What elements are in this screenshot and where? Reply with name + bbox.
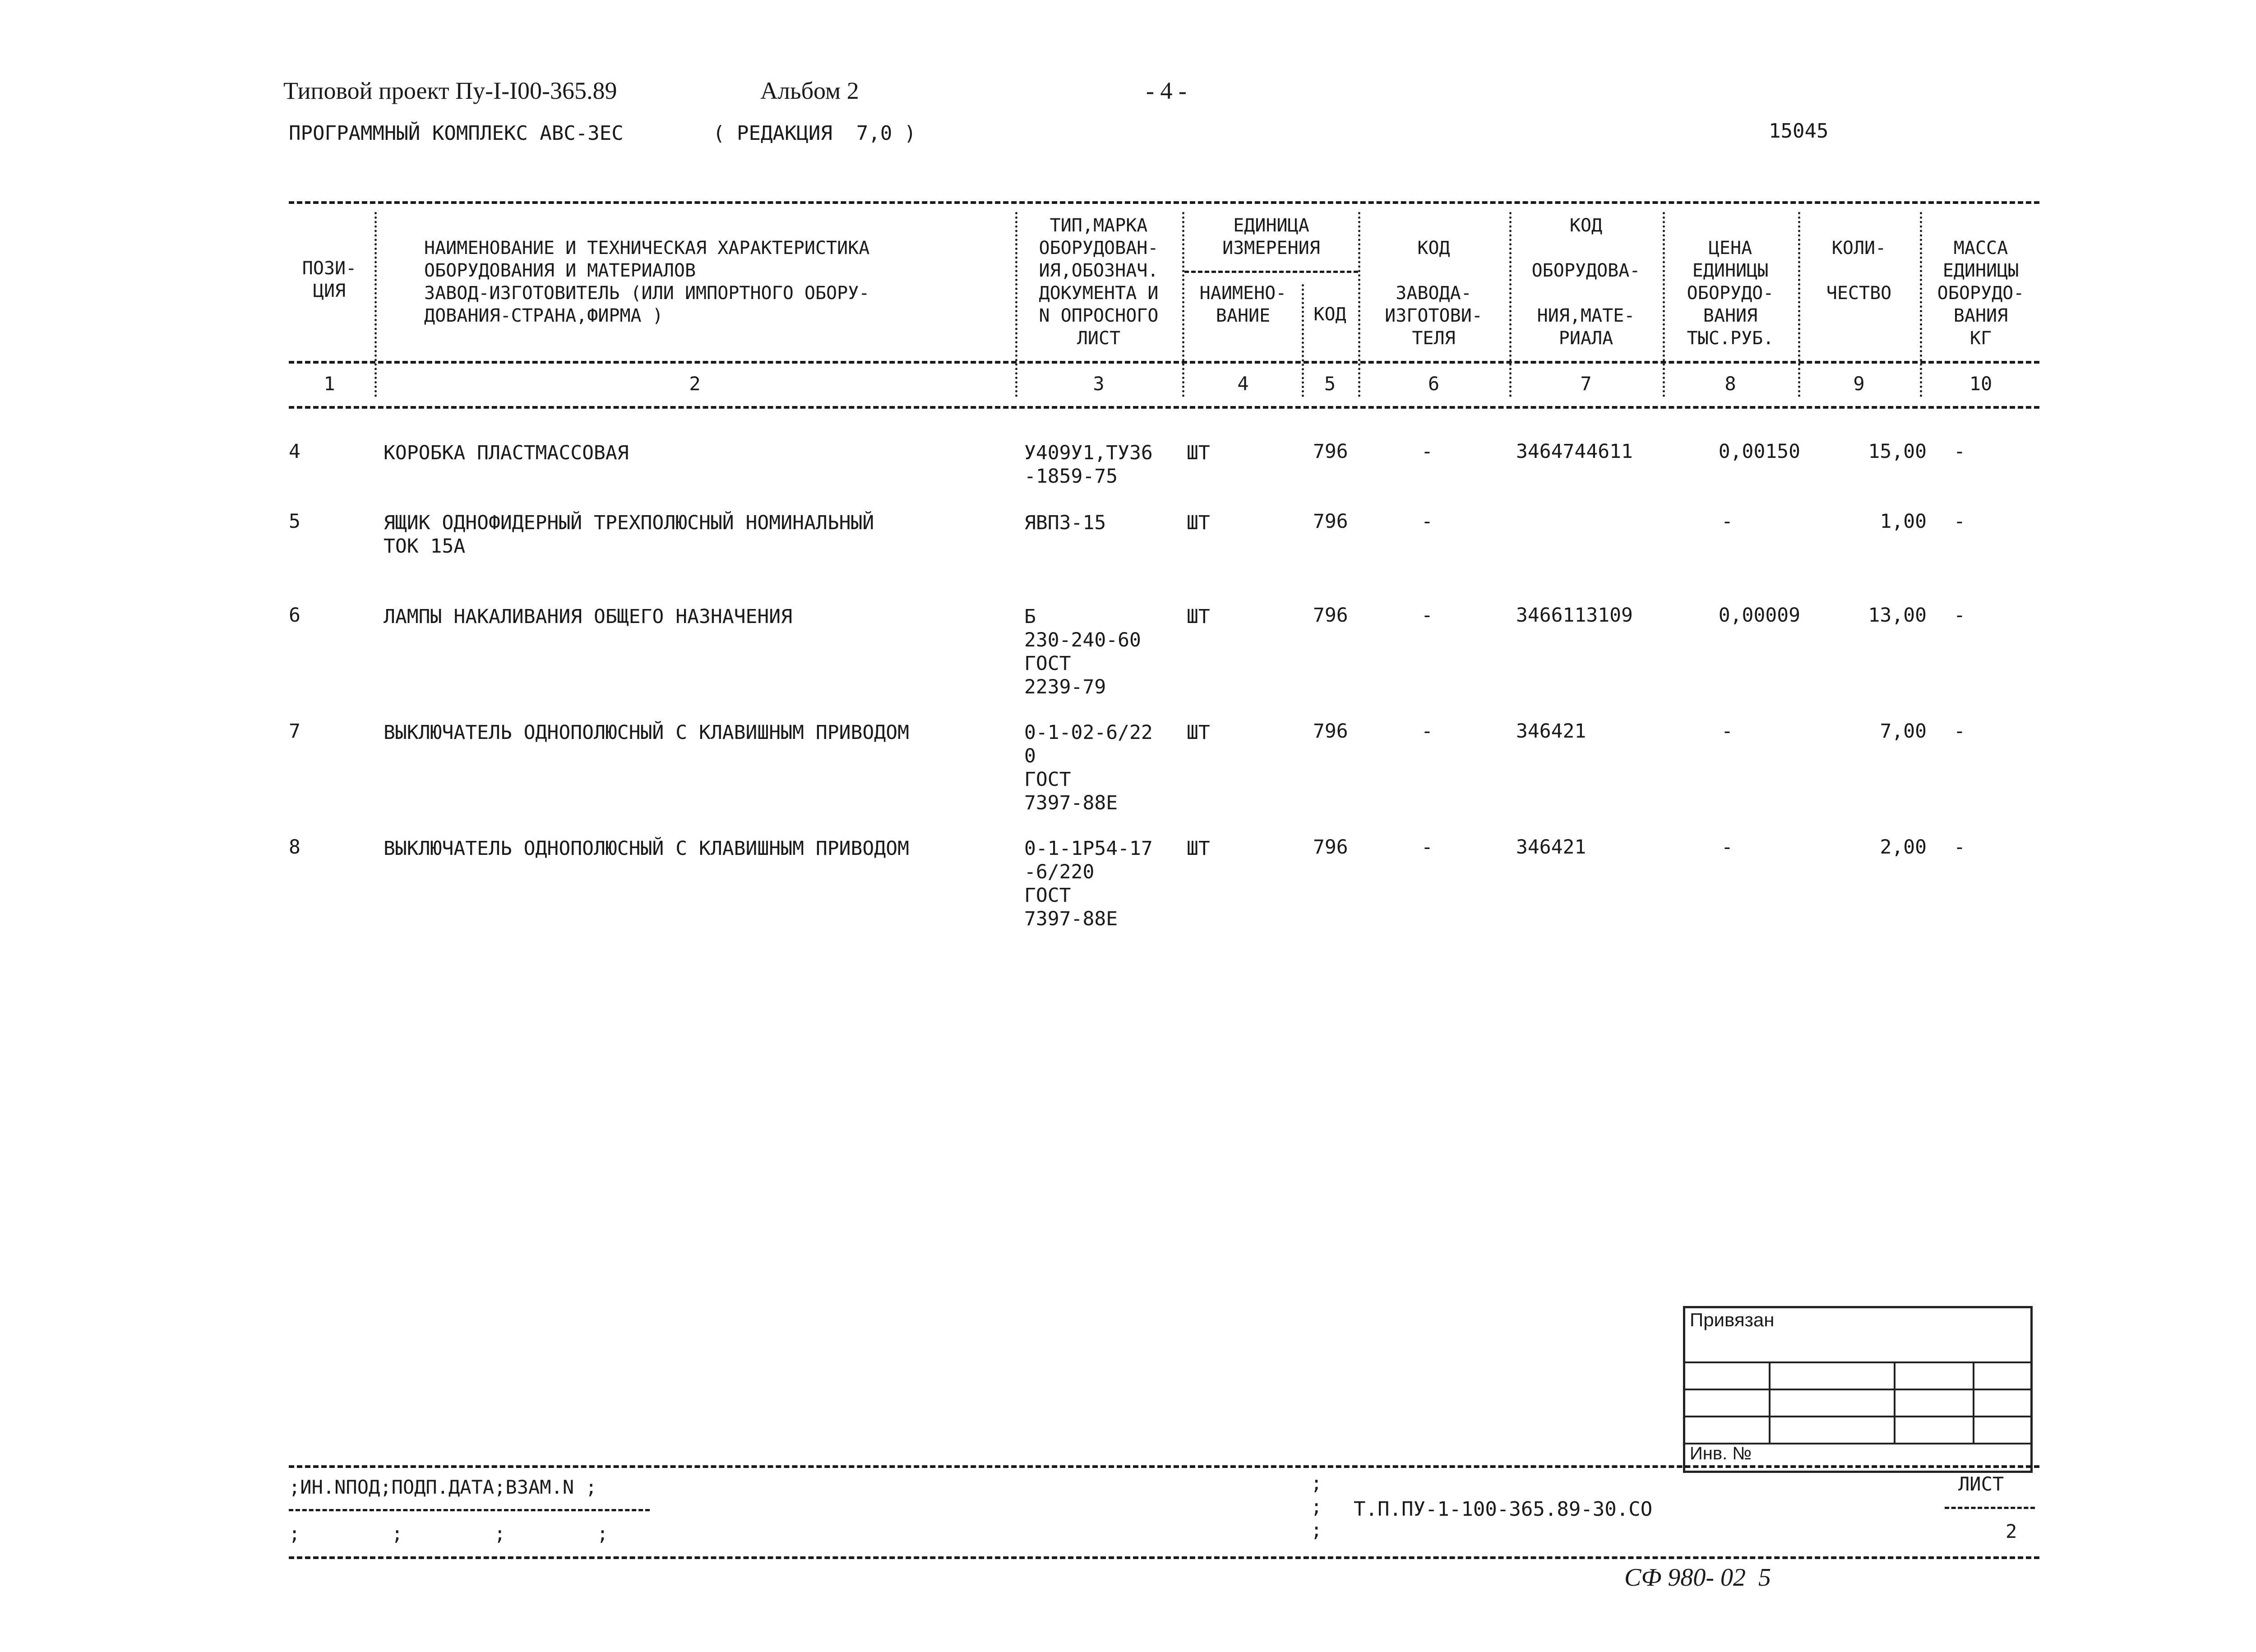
cell-position: 4: [289, 440, 300, 463]
column-number: 5: [1324, 373, 1336, 395]
column-number: 6: [1428, 373, 1440, 395]
cell-position: 8: [289, 836, 300, 858]
cell-name: ЯЩИК ОДНОФИДЕРНЫЙ ТРЕХПОЛЮСНЫЙ НОМИНАЛЬНЫЙ ТОК 15А: [384, 512, 874, 558]
header-name: НАИМЕНОВАНИЕ И ТЕХНИЧЕСКАЯ ХАРАКТЕРИСТИКА ОБОРУДОВАНИЯ И МАТЕРИАЛОВ ЗАВОД-ИЗГОТОВИТЕЛЬ (ИЛИ ИМПОРТНОГО ОБОРУ- ДОВАНИЯ-СТРАНА,ФИРМА ): [424, 238, 870, 326]
stamp-inventory-label: Инв. №: [1690, 1444, 1752, 1463]
cell-name: ВЫКЛЮЧАТЕЛЬ ОДНОПОЛЮСНЫЙ С КЛАВИШНЫМ ПРИВОДОМ: [384, 721, 909, 744]
cell-type: 0-1-02-6/22 0 ГОСТ 7397-88Е: [1024, 721, 1153, 814]
header-price: ЦЕНА ЕДИНИЦЫ ОБОРУДО- ВАНИЯ ТЫС.РУБ.: [1687, 238, 1774, 349]
document-number: 15045: [1769, 120, 1829, 143]
handwritten-note: СФ 980- 02 5: [1624, 1564, 1771, 1592]
header-mass: МАССА ЕДИНИЦЫ ОБОРУДО- ВАНИЯ КГ: [1937, 238, 2025, 349]
stamp-rule: [1769, 1361, 1771, 1443]
cell-unit: ШТ: [1187, 605, 1210, 628]
header-unit-code: КОД: [1313, 304, 1346, 325]
program-name: ПРОГРАММНЫЙ КОМПЛЕКС АВС-3ЕС: [289, 122, 624, 145]
stamp-rule: [1685, 1389, 2030, 1390]
cell-position: 5: [289, 510, 300, 533]
cell-factory-code: -: [1421, 440, 1433, 463]
cell-mass: -: [1954, 440, 1965, 463]
page-marker: - 4 -: [1146, 77, 1187, 104]
column-number: 4: [1237, 373, 1249, 395]
signature-rule: [289, 1509, 650, 1511]
cell-price: -: [1721, 720, 1733, 743]
cell-price: 0,00009: [1718, 604, 1800, 627]
cell-quantity: 13,00: [1868, 604, 1927, 627]
table-header-rule: [289, 361, 2039, 364]
cell-quantity: 15,00: [1868, 440, 1927, 463]
column-number: 3: [1093, 373, 1105, 395]
table-top-rule: [289, 201, 2039, 204]
cell-mass: -: [1954, 510, 1965, 533]
cell-mass: -: [1954, 720, 1965, 743]
footer-top-rule: [289, 1465, 2039, 1468]
cell-unit-code: 796: [1313, 720, 1348, 743]
stamp-rule: [1894, 1361, 1895, 1443]
cell-unit: ШТ: [1187, 721, 1210, 744]
cell-type: У409У1,ТУ36 -1859-75: [1024, 442, 1153, 488]
cell-factory-code: -: [1421, 510, 1433, 533]
cell-quantity: 1,00: [1880, 510, 1927, 533]
cell-equipment-code: 3466113109: [1516, 604, 1633, 627]
cell-factory-code: -: [1421, 836, 1433, 858]
header-equipment-code: КОД ОБОРУДОВА- НИЯ,МАТЕ- РИАЛА: [1531, 215, 1641, 349]
cell-price: 0,00150: [1718, 440, 1800, 463]
cell-mass: -: [1954, 836, 1965, 858]
header-unit-group: ЕДИНИЦА ИЗМЕРЕНИЯ: [1222, 215, 1320, 258]
unit-group-rule: [1184, 271, 1358, 273]
cell-name: ВЫКЛЮЧАТЕЛЬ ОДНОПОЛЮСНЫЙ С КЛАВИШНЫМ ПРИВОДОМ: [384, 837, 909, 860]
document-code: Т.П.ПУ-1-100-365.89-30.СО: [1354, 1498, 1653, 1521]
cell-equipment-code: 3464744611: [1516, 440, 1633, 463]
project-title: Типовой проект Пу-I-I00-365.89: [283, 77, 617, 104]
header-type: ТИП,МАРКА ОБОРУДОВАН- ИЯ,ОБОЗНАЧ. ДОКУМЕНТА И N ОПРОСНОГО ЛИСТ: [1039, 215, 1159, 349]
footer-bottom-rule: [289, 1556, 2039, 1559]
cell-price: -: [1721, 836, 1733, 858]
cell-unit-code: 796: [1313, 510, 1348, 533]
cell-unit-code: 796: [1313, 440, 1348, 463]
column-number: 8: [1724, 373, 1736, 395]
cell-position: 7: [289, 720, 300, 743]
header-quantity: КОЛИ- ЧЕСТВО: [1826, 238, 1892, 304]
column-number: 7: [1580, 373, 1592, 395]
stamp-rule: [1973, 1361, 1974, 1443]
cell-mass: -: [1954, 604, 1965, 627]
col-separator: [374, 212, 377, 397]
sheet-number: 2: [2006, 1520, 2017, 1542]
table-colnum-rule: [289, 406, 2039, 409]
binding-stamp: [1683, 1306, 2033, 1473]
header-position: ПОЗИ- ЦИЯ: [302, 258, 357, 301]
cell-type: ЯВП3-15: [1024, 512, 1106, 534]
cell-factory-code: -: [1421, 604, 1433, 627]
cell-equipment-code: 346421: [1516, 720, 1586, 743]
footer-divider: ; ; ;: [1311, 1472, 1322, 1541]
cell-unit: ШТ: [1187, 512, 1210, 534]
cell-unit: ШТ: [1187, 837, 1210, 860]
column-number: 10: [1969, 373, 1992, 395]
cell-position: 6: [289, 604, 300, 627]
column-number: 2: [689, 373, 701, 395]
cell-factory-code: -: [1421, 720, 1433, 743]
cell-quantity: 7,00: [1880, 720, 1927, 743]
cell-unit-code: 796: [1313, 836, 1348, 858]
column-number: 1: [324, 373, 335, 395]
sheet-rule: [1945, 1507, 2035, 1509]
cell-equipment-code: 346421: [1516, 836, 1586, 858]
stamp-rule: [1685, 1416, 2030, 1417]
cell-type: 0-1-1Р54-17 -6/220 ГОСТ 7397-88Е: [1024, 837, 1153, 930]
cell-unit-code: 796: [1313, 604, 1348, 627]
cell-type: Б 230-240-60 ГОСТ 2239-79: [1024, 605, 1141, 698]
edition-label: ( РЕДАКЦИЯ 7,0 ): [713, 122, 916, 145]
cell-unit: ШТ: [1187, 442, 1210, 464]
cell-price: -: [1721, 510, 1733, 533]
column-number: 9: [1853, 373, 1865, 395]
header-unit-name: НАИМЕНО- ВАНИЕ: [1199, 283, 1287, 326]
header-factory-code: КОД ЗАВОДА- ИЗГОТОВИ- ТЕЛЯ: [1385, 238, 1483, 349]
stamp-rule: [1685, 1361, 2030, 1363]
album-label: Альбом 2: [760, 77, 859, 104]
stamp-linked-label: Привязан: [1690, 1309, 1775, 1330]
cell-quantity: 2,00: [1880, 836, 1927, 858]
signature-row: ; ; ; ;: [289, 1523, 609, 1545]
sheet-label: ЛИСТ: [1958, 1473, 2004, 1495]
signature-header: ;ИН.NПОД;ПОДП.ДАТА;ВЗАМ.N ;: [289, 1476, 597, 1498]
cell-name: ЛАМПЫ НАКАЛИВАНИЯ ОБЩЕГО НАЗНАЧЕНИЯ: [384, 605, 793, 628]
cell-name: КОРОБКА ПЛАСТМАССОВАЯ: [384, 442, 629, 464]
